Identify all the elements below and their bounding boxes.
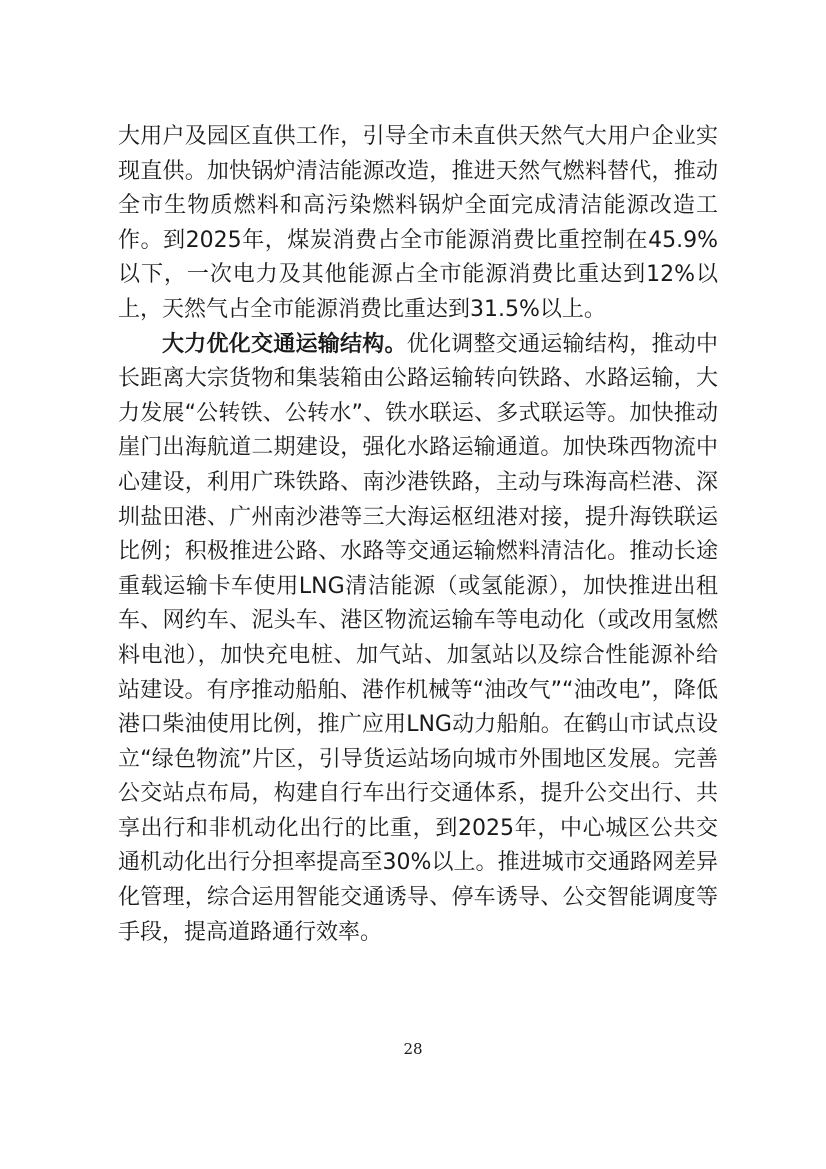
paragraph-lead-heading: 大力优化交通运输结构。 <box>162 331 407 357</box>
paragraph-transport <box>118 328 718 951</box>
paragraph-text: 大用户及园区直供工作，引导全市未直供天然气大用户企业实现直供。加快锅炉清洁能源改造，推进天然气燃料替代，推动全市生物质燃料和高污染燃料锅炉全面完成清洁能源改造工作。到2025年，煤炭消费占全市能源消费比重控制在45.9%以下，一次电力及其他能源占全市能源消费比重达到12%以上，天然气占全市能源消费比重达到31.5%以上。 <box>118 124 718 322</box>
paragraph-text: 优化调整交通运输结构，推动中长距离大宗货物和集装箱由公路运输转向铁路、水路运输，大力发展“公转铁、公转水”、铁水联运、多式联运等。加快推动崖门出海航道二期建设，强化水路运输通道。加快珠西物流中心建设，利用广珠铁路、南沙港铁路，主动与珠海高栏港、深圳盐田港、广州南沙港等三大海运枢纽港对接，提升海铁联运比例；积极推进公路、水路等交通运输燃料清洁化。推动长途重载运输卡车使用LNG清洁能源（或氢能源），加快推进出租车、网约车、泥头车、港区物流运输车等电动化（或改用氢燃料电池），加快充电桩、加气站、加氢站以及综合性能源补给站建设。有序推动船舶、港作机械等“油改气”“油改电”，降低港口柴油使用比例，推广应用LNG动力船舶。在鹤山市试点设立“绿色物流”片区，引导货运站场向城市外围地区发展。完善公交站点布局，构建自行车出行交通体系，提升公交出行、共享出行和非机动化出行的比重，到2025年，中心城区公共交通机动化出行分担率提高至30%以上。推进城市交通路网差异化管理，综合运用智能交通诱导、停车诱导、公交智能调度等手段，提高道路通行效率。 <box>118 331 719 945</box>
paragraph-continued <box>118 120 718 328</box>
page-number: 28 <box>403 1040 423 1058</box>
document-body <box>118 120 718 950</box>
